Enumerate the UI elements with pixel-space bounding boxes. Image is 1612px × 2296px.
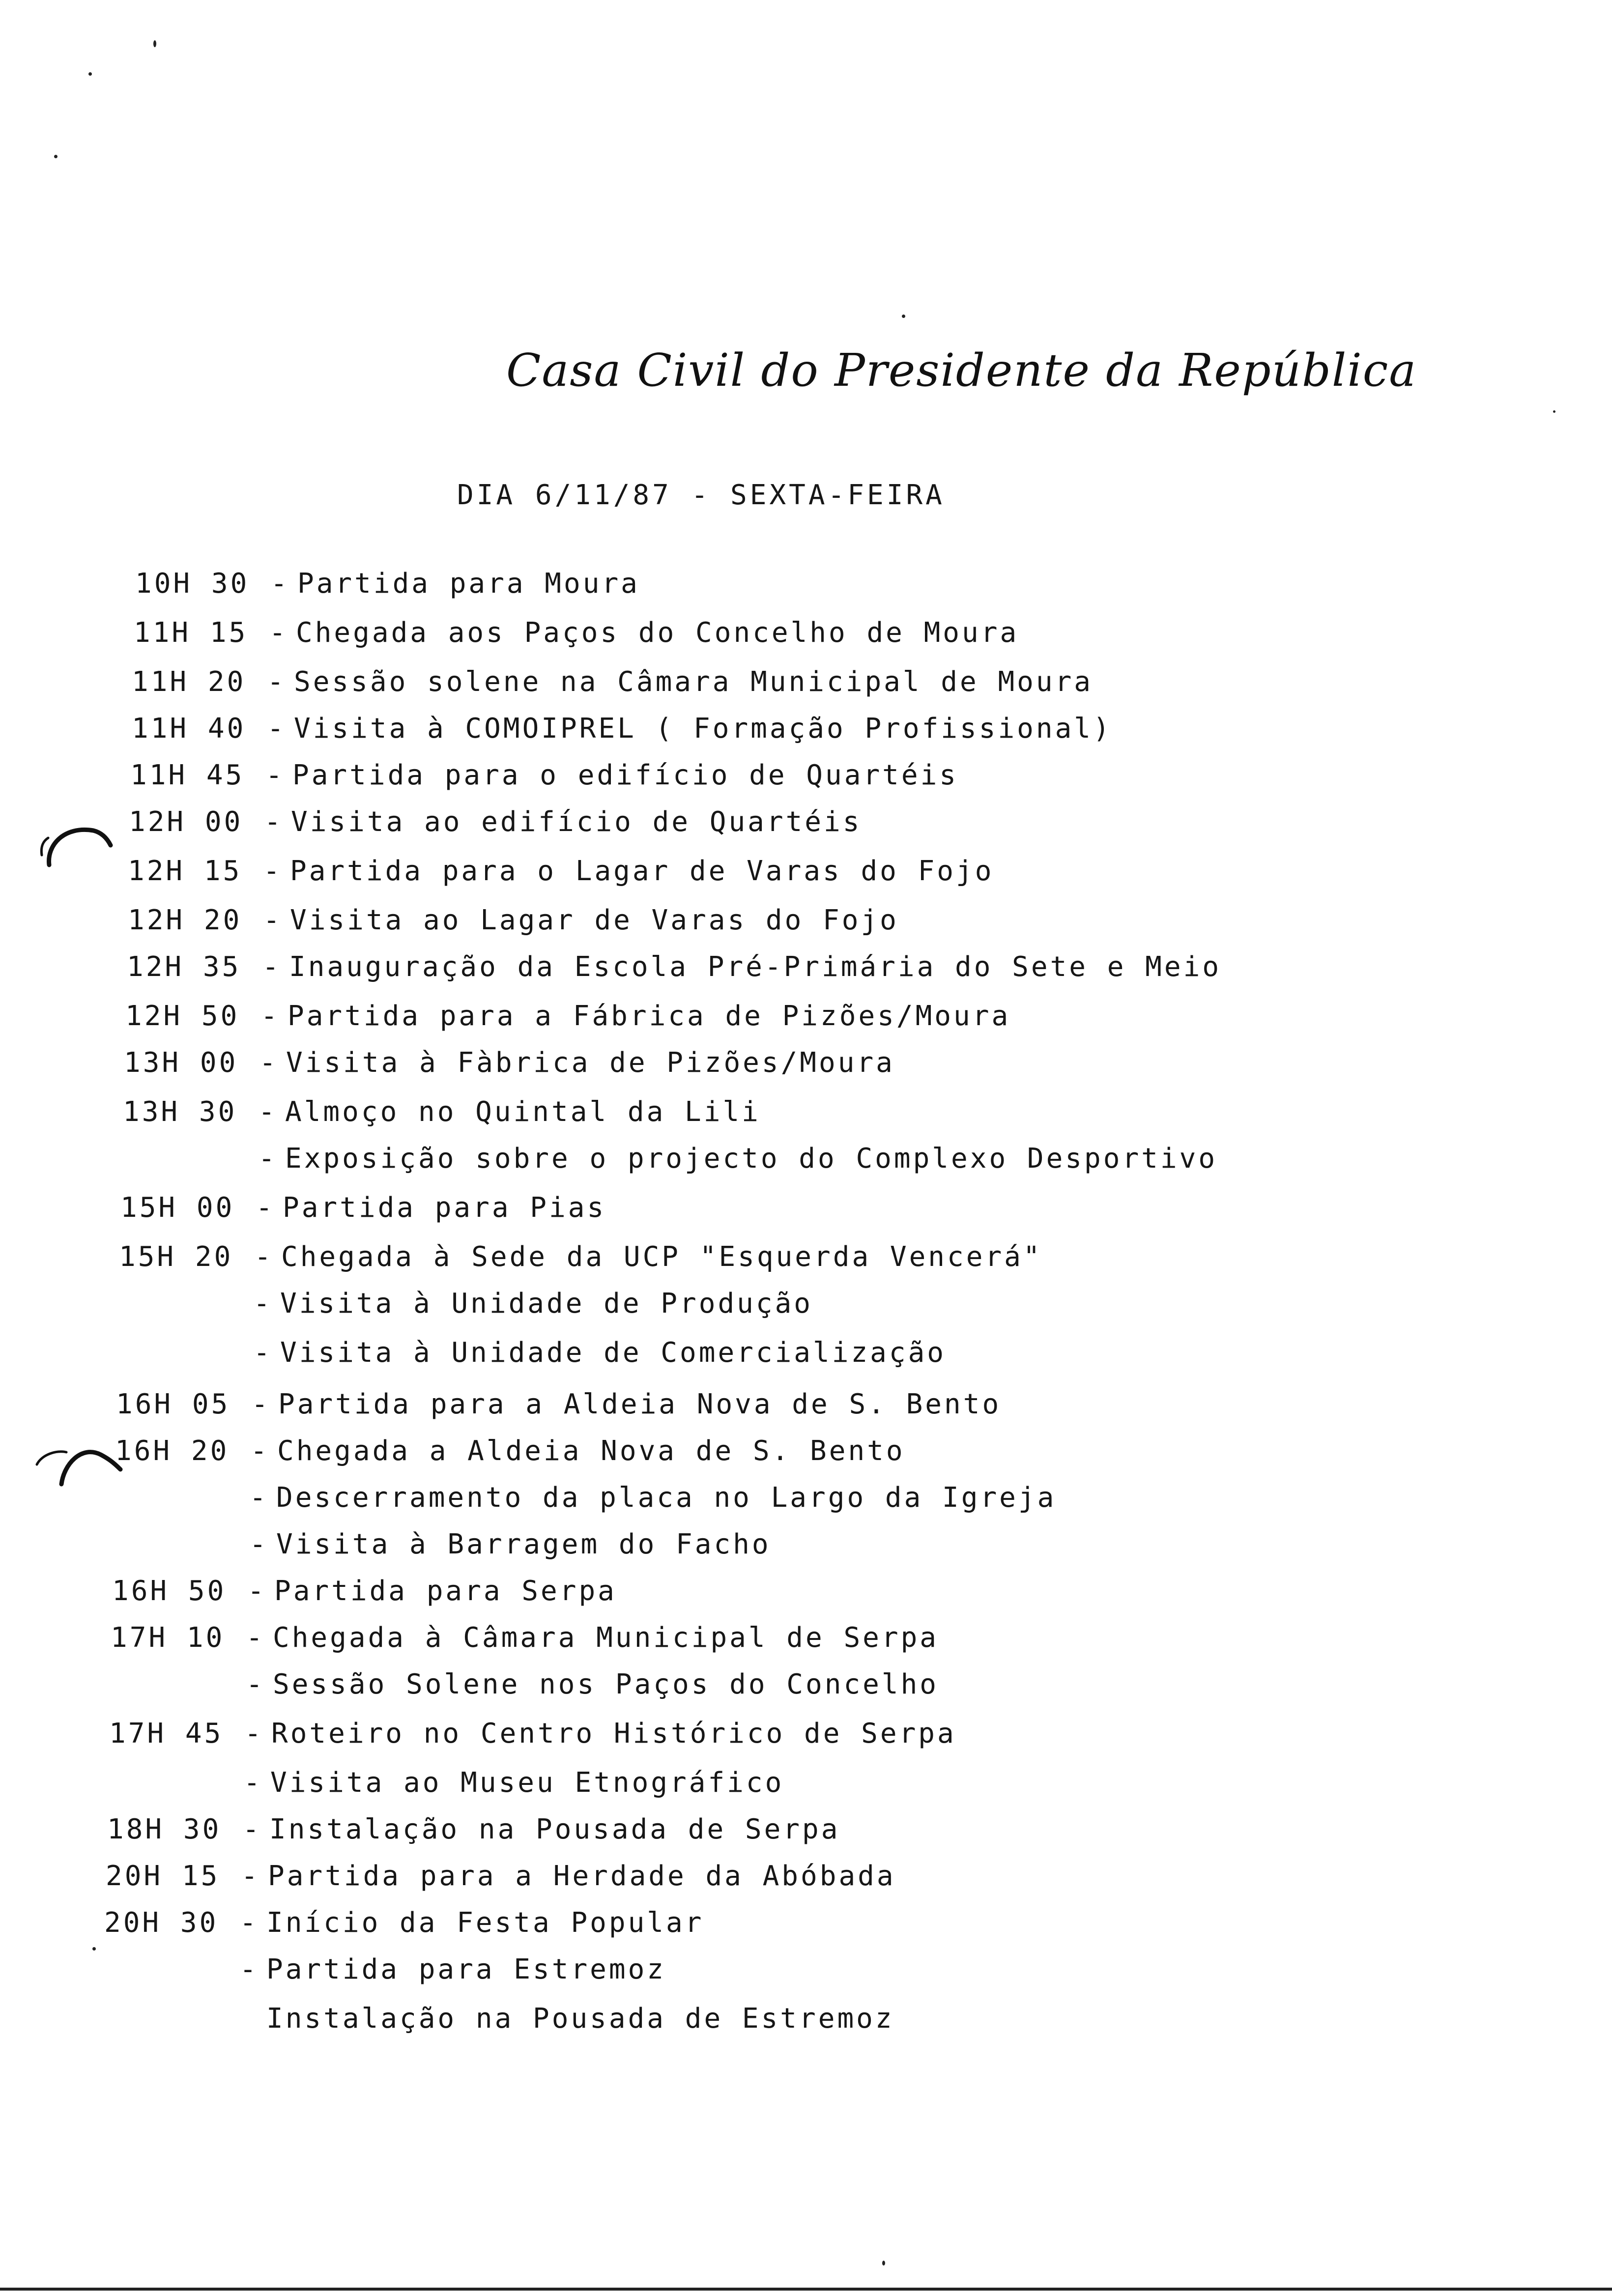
- row-time: 20H 15: [106, 1860, 220, 1892]
- row-dash: -: [249, 1482, 269, 1514]
- row-text: Partida para a Herdade da Abóbada: [268, 1860, 896, 1892]
- schedule-row: [129, 806, 862, 838]
- margin-check-mark-1: [34, 811, 118, 875]
- row-time: 18H 30: [107, 1813, 222, 1845]
- schedule-row: [114, 1482, 1056, 1514]
- row-text: Partida para o Lagar de Varas do Fojo: [290, 855, 994, 887]
- row-dash: -: [246, 1622, 265, 1654]
- scan-speck: [88, 72, 92, 76]
- schedule-row: [132, 713, 1112, 745]
- row-dash: -: [264, 806, 284, 838]
- row-dash: -: [244, 1718, 264, 1750]
- row-text: Partida para Moura: [297, 568, 640, 600]
- row-time: 12H 15: [128, 855, 242, 887]
- row-time: 10H 30: [135, 568, 250, 600]
- schedule-row: [119, 1241, 1042, 1273]
- row-dash: -: [258, 1143, 278, 1175]
- schedule-row: [104, 1953, 666, 1985]
- row-time: 11H 45: [130, 759, 245, 791]
- schedule-row: [123, 1143, 1217, 1175]
- row-time: 11H 15: [134, 617, 248, 649]
- row-dash: -: [267, 666, 287, 698]
- schedule-row: [104, 1907, 704, 1939]
- row-dash: -: [242, 1813, 262, 1845]
- row-text: Visita à Fàbrica de Pizões/Moura: [286, 1047, 895, 1079]
- row-text: Visita ao Lagar de Varas do Fojo: [290, 904, 899, 936]
- row-text: Descerramento da placa no Largo da Igreja: [276, 1482, 1057, 1514]
- row-time: 13H 00: [124, 1047, 238, 1079]
- row-text: Almoço no Quintal da Lili: [285, 1096, 761, 1128]
- row-time: 15H 00: [120, 1192, 235, 1224]
- row-dash: -: [263, 855, 283, 887]
- schedule-row: [111, 1668, 939, 1700]
- schedule-row: [120, 1192, 606, 1224]
- row-time: 11H 40: [132, 713, 246, 745]
- scan-speck: [54, 155, 58, 158]
- row-time: 12H 00: [129, 806, 243, 838]
- row-dash: -: [247, 1575, 267, 1607]
- row-text: Sessão Solene nos Paços do Concelho: [273, 1668, 939, 1700]
- day-title: DIA 6/11/87 - SEXTA-FEIRA: [457, 479, 945, 511]
- row-dash: -: [263, 904, 283, 936]
- schedule-row: [135, 568, 640, 600]
- row-time: 13H 30: [123, 1096, 237, 1128]
- schedule-row: [104, 2003, 894, 2035]
- row-time: 16H 05: [116, 1388, 230, 1420]
- schedule-row: [109, 1718, 956, 1750]
- row-text: Partida para Serpa: [274, 1575, 617, 1607]
- row-text: Partida para Estremoz: [266, 1953, 666, 1985]
- schedule-row: [127, 951, 1221, 983]
- schedule-row: [125, 1000, 1010, 1032]
- scan-speck: [882, 2261, 885, 2266]
- scan-speck: [92, 1947, 96, 1951]
- row-text: Instalação na Pousada de Estremoz: [266, 2003, 894, 2035]
- row-dash: -: [249, 1528, 269, 1560]
- row-dash: -: [260, 1000, 280, 1032]
- scan-speck: [902, 315, 905, 318]
- row-text: Inauguração da Escola Pré-Primária do Sete e Meio: [289, 951, 1222, 983]
- row-dash: -: [256, 1192, 275, 1224]
- scan-speck: [153, 40, 156, 47]
- schedule-row: [130, 759, 958, 791]
- row-text: Visita ao edifício de Quartéis: [291, 806, 862, 838]
- row-time: 12H 35: [127, 951, 241, 983]
- row-time: 12H 20: [128, 904, 242, 936]
- bottom-edge-line: [0, 2288, 1612, 2291]
- row-text: Visita ao Museu Etnográfico: [270, 1767, 784, 1799]
- row-dash: -: [241, 1860, 260, 1892]
- row-text: Partida para a Fábrica de Pizões/Moura: [288, 1000, 1011, 1032]
- row-text: Partida para o edifício de Quartéis: [292, 759, 959, 791]
- row-text: Instalação na Pousada de Serpa: [269, 1813, 840, 1845]
- row-time: 20H 30: [104, 1907, 219, 1939]
- row-text: Exposição sobre o projecto do Complexo Desportivo: [285, 1143, 1218, 1175]
- row-time: 17H 45: [109, 1718, 224, 1750]
- row-text: Início da Festa Popular: [266, 1907, 704, 1939]
- row-text: Partida para a Aldeia Nova de S. Bento: [278, 1388, 1002, 1420]
- row-dash: -: [269, 617, 288, 649]
- row-time: 11H 20: [132, 666, 246, 698]
- row-dash: -: [250, 1435, 270, 1467]
- row-text: Chegada à Sede da UCP "Esquerda Vencerá": [281, 1241, 1042, 1273]
- row-dash: -: [270, 568, 290, 600]
- row-text: Chegada aos Paços do Concelho de Moura: [296, 617, 1019, 649]
- row-dash: -: [253, 1337, 273, 1369]
- row-text: Partida para Pias: [283, 1192, 606, 1224]
- schedule-row: [115, 1435, 905, 1467]
- scan-speck: [1553, 410, 1555, 413]
- row-text: Chegada à Câmara Municipal de Serpa: [273, 1622, 939, 1654]
- row-text: Visita à COMOIPREL ( Formação Profissional): [294, 713, 1112, 745]
- schedule-row: [108, 1767, 784, 1799]
- row-dash: -: [262, 951, 282, 983]
- schedule-row: [114, 1528, 771, 1560]
- row-text: Visita à Unidade de Produção: [280, 1288, 813, 1320]
- row-time: 17H 10: [111, 1622, 225, 1654]
- schedule-row: [123, 1096, 761, 1128]
- letterhead: Casa Civil do Presidente da República: [506, 344, 1417, 397]
- row-time: 12H 50: [125, 1000, 240, 1032]
- schedule-row: [107, 1813, 840, 1845]
- row-dash: -: [253, 1288, 273, 1320]
- row-time: 16H 20: [115, 1435, 230, 1467]
- row-text: Visita à Unidade de Comercialização: [280, 1337, 947, 1369]
- schedule-row: [111, 1622, 939, 1654]
- row-dash: -: [239, 1953, 259, 1985]
- schedule-row: [112, 1575, 617, 1607]
- row-time: 16H 50: [112, 1575, 227, 1607]
- row-dash: -: [265, 759, 285, 791]
- schedule-row: [134, 617, 1019, 649]
- row-dash: -: [246, 1668, 265, 1700]
- row-text: Visita à Barragem do Facho: [276, 1528, 771, 1560]
- row-time: 15H 20: [119, 1241, 233, 1273]
- schedule-row: [124, 1047, 895, 1079]
- schedule-row: [118, 1288, 813, 1320]
- schedule-row: [128, 855, 994, 887]
- schedule-row: [132, 666, 1093, 698]
- margin-check-mark-2: [27, 1435, 130, 1489]
- row-text: Sessão solene na Câmara Municipal de Moura: [294, 666, 1094, 698]
- row-dash: -: [259, 1047, 279, 1079]
- schedule-row: [116, 1388, 1001, 1420]
- row-dash: -: [267, 713, 287, 745]
- row-dash: -: [251, 1388, 271, 1420]
- schedule-row: [118, 1337, 946, 1369]
- schedule-row: [106, 1860, 896, 1892]
- row-text: Roteiro no Centro Histórico de Serpa: [271, 1718, 956, 1750]
- row-dash: -: [243, 1767, 263, 1799]
- row-dash: -: [258, 1096, 278, 1128]
- row-dash: -: [254, 1241, 274, 1273]
- row-text: Chegada a Aldeia Nova de S. Bento: [277, 1435, 905, 1467]
- row-dash: -: [239, 1907, 259, 1939]
- schedule-row: [128, 904, 899, 936]
